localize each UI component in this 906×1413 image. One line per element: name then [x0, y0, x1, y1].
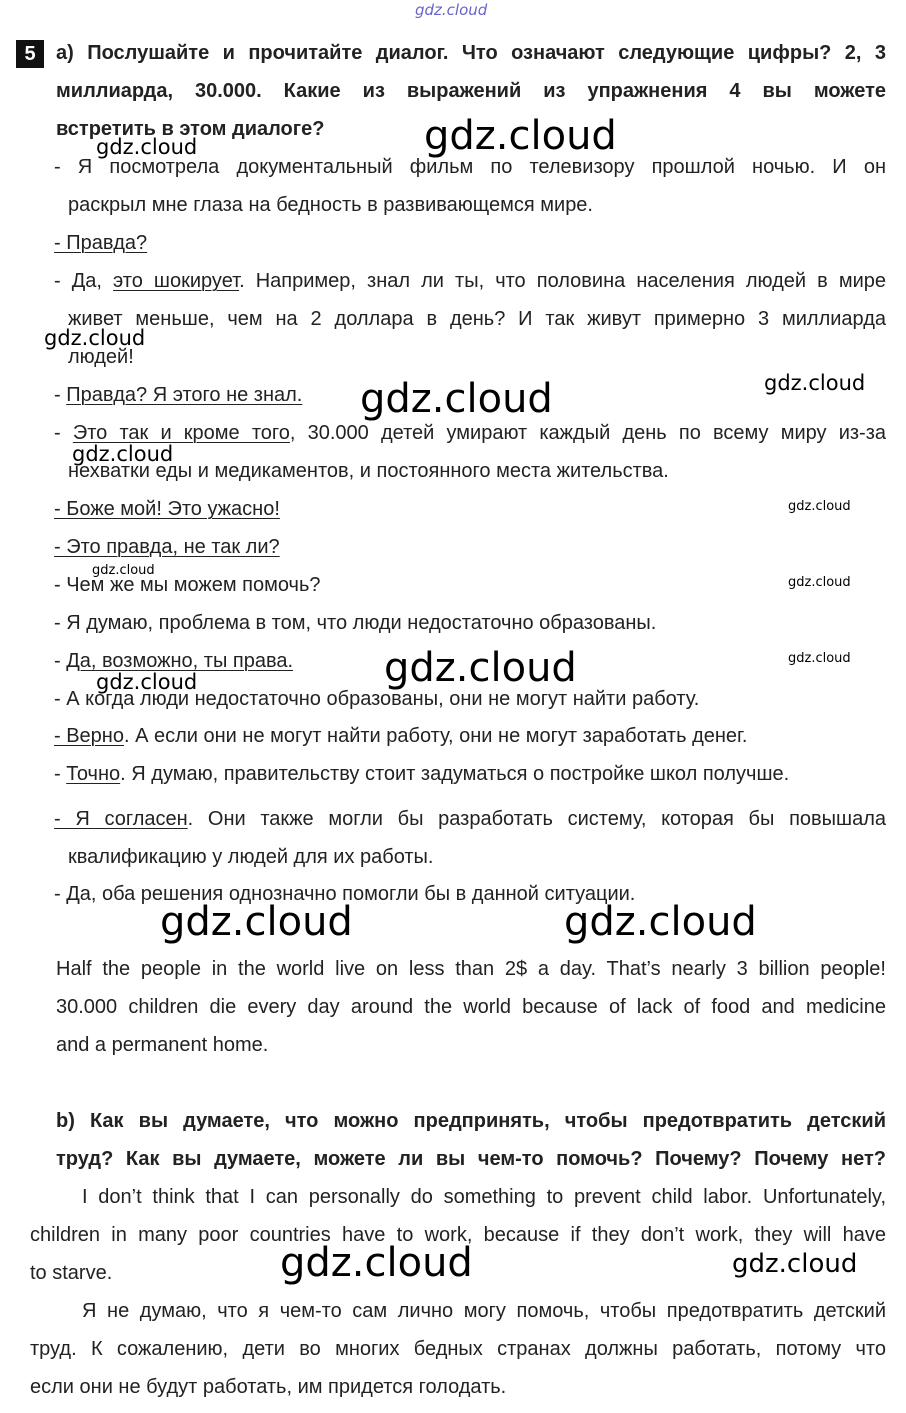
underlined-expression: - Я согласен — [54, 808, 188, 830]
answer-b-en-line-3: to starve. — [30, 1262, 113, 1284]
dialogue-line — [54, 268, 886, 294]
dialogue-line — [54, 806, 886, 832]
dialogue-line — [54, 761, 906, 787]
watermark: gdz.cloud — [788, 651, 851, 666]
underlined-expression: это шокирует — [113, 270, 240, 292]
dialogue-text: нехватки еды и медикаментов, и постоянного места жительства. — [68, 460, 669, 482]
dialogue-text: квалификацию у людей для их работы. — [68, 846, 434, 868]
task-a-line-1: a) Послушайте и прочитайте диалог. Что означают следующие цифры? 2, 3 — [56, 42, 886, 64]
dialogue-text: - — [54, 763, 67, 785]
dialogue-text: - — [54, 422, 73, 444]
dialogue-text: . А если они не могут найти работу, они не могут заработать денег. — [123, 725, 748, 747]
answer-b-en-line-2: children in many poor countries have to work, because if they don’t work, they will have — [30, 1224, 886, 1246]
watermark: gdz.cloud — [72, 442, 174, 466]
dialogue-line — [54, 230, 906, 256]
answer-a-line-1: Half the people in the world live on less than 2$ a day. That’s nearly 3 billion people! — [56, 958, 886, 980]
watermark: gdz.cloud — [732, 1249, 858, 1279]
dialogue-line — [68, 306, 886, 332]
exercise-number: 5 — [16, 40, 44, 68]
watermark: gdz.cloud — [160, 899, 353, 945]
dialogue-line — [68, 192, 906, 218]
dialogue-text: . Я думаю, правительству стоит задуматься о постройке школ получше. — [120, 763, 790, 785]
dialogue-line — [54, 420, 886, 446]
watermark: gdz.cloud — [564, 899, 757, 945]
underlined-expression: - Верно — [54, 725, 124, 747]
watermark: gdz.cloud — [92, 563, 155, 578]
watermark: gdz.cloud — [788, 575, 851, 590]
underlined-expression: Точно — [66, 763, 121, 785]
dialogue-line — [68, 844, 906, 870]
dialogue-text: . Они также могли бы разработать систему, которая бы повышала — [187, 808, 886, 830]
dialogue-line — [54, 534, 906, 560]
watermark: gdz.cloud — [788, 499, 851, 514]
underlined-expression: Это так и кроме того — [72, 422, 290, 444]
answer-a-line-3: and a permanent home. — [56, 1034, 269, 1056]
dialogue-line — [68, 344, 906, 370]
watermark: gdz.cloud — [360, 376, 553, 422]
watermark: gdz.cloud — [44, 326, 146, 350]
dialogue-text: - А когда люди недостаточно образованы, они не могут найти работу. — [54, 688, 700, 710]
task-b-line-1: b) Как вы думаете, что можно предпринять, чтобы предотвратить детский — [56, 1110, 886, 1132]
dialogue-text: - Я посмотрела документальный фильм по телевизору прошлой ночью. И он — [54, 156, 886, 178]
watermark: gdz.cloud — [424, 113, 617, 159]
task-a-line-2: миллиарда, 30.000. Какие из выражений из упражнения 4 вы можете — [56, 80, 886, 102]
dialogue-text: - Я думаю, проблема в том, что люди недостаточно образованы. — [54, 612, 657, 634]
dialogue-text: . Например, знал ли ты, что половина населения людей в мире — [239, 270, 886, 292]
dialogue-line — [54, 723, 906, 749]
watermark: gdz.cloud — [415, 1, 488, 19]
underlined-expression: - Это правда, не так ли? — [54, 536, 280, 558]
dialogue-text: , 30.000 детей умирают каждый день по всему миру из-за — [289, 422, 886, 444]
dialogue-text: - Да, оба решения однозначно помогли бы в данной ситуации. — [54, 883, 636, 905]
dialogue-line — [54, 610, 906, 636]
task-a-line-3: встретить в этом диалоге? — [56, 118, 325, 140]
underlined-expression: - Правда? — [54, 232, 148, 254]
dialogue-text: людей! — [68, 346, 134, 368]
answer-b-en-line-1: I don’t think that I can personally do something to prevent child labor. Unfortunately, — [82, 1186, 886, 1208]
dialogue-text: - — [54, 384, 67, 406]
answer-b-ru-line-2: труд. К сожалению, дети во многих бедных странах должны работать, потому что — [30, 1338, 886, 1360]
dialogue-text: раскрыл мне глаза на бедность в развивающемся мире. — [68, 194, 593, 216]
dialogue-line — [54, 496, 906, 522]
answer-b-ru-line-1: Я не думаю, что я чем-то сам лично могу помочь, чтобы предотвратить детский — [82, 1300, 886, 1322]
watermark: gdz.cloud — [764, 371, 866, 395]
answer-b-ru-line-3: если они не будут работать, им придется голодать. — [30, 1376, 507, 1398]
watermark: gdz.cloud — [280, 1240, 473, 1286]
answer-a-line-2: 30.000 children die every day around the world because of lack of food and medicine — [56, 996, 886, 1018]
underlined-expression: Правда? Я этого не знал. — [66, 384, 303, 406]
dialogue-line — [68, 458, 906, 484]
underlined-expression: Да, возможно, ты права. — [66, 650, 294, 672]
watermark: gdz.cloud — [96, 135, 198, 159]
dialogue-text: живет меньше, чем на 2 доллара в день? И так живут примерно 3 миллиарда — [68, 308, 886, 330]
dialogue-text: - Да, — [54, 270, 114, 292]
dialogue-line — [54, 572, 906, 598]
dialogue-text: - Чем же мы можем помочь? — [54, 574, 321, 596]
watermark: gdz.cloud — [96, 670, 198, 694]
dialogue-text: - — [54, 650, 67, 672]
underlined-expression: - Боже мой! Это ужасно! — [54, 498, 280, 520]
watermark: gdz.cloud — [384, 645, 577, 691]
task-b-line-2: труд? Как вы думаете, можете ли вы чем-то помочь? Почему? Почему нет? — [56, 1148, 886, 1170]
